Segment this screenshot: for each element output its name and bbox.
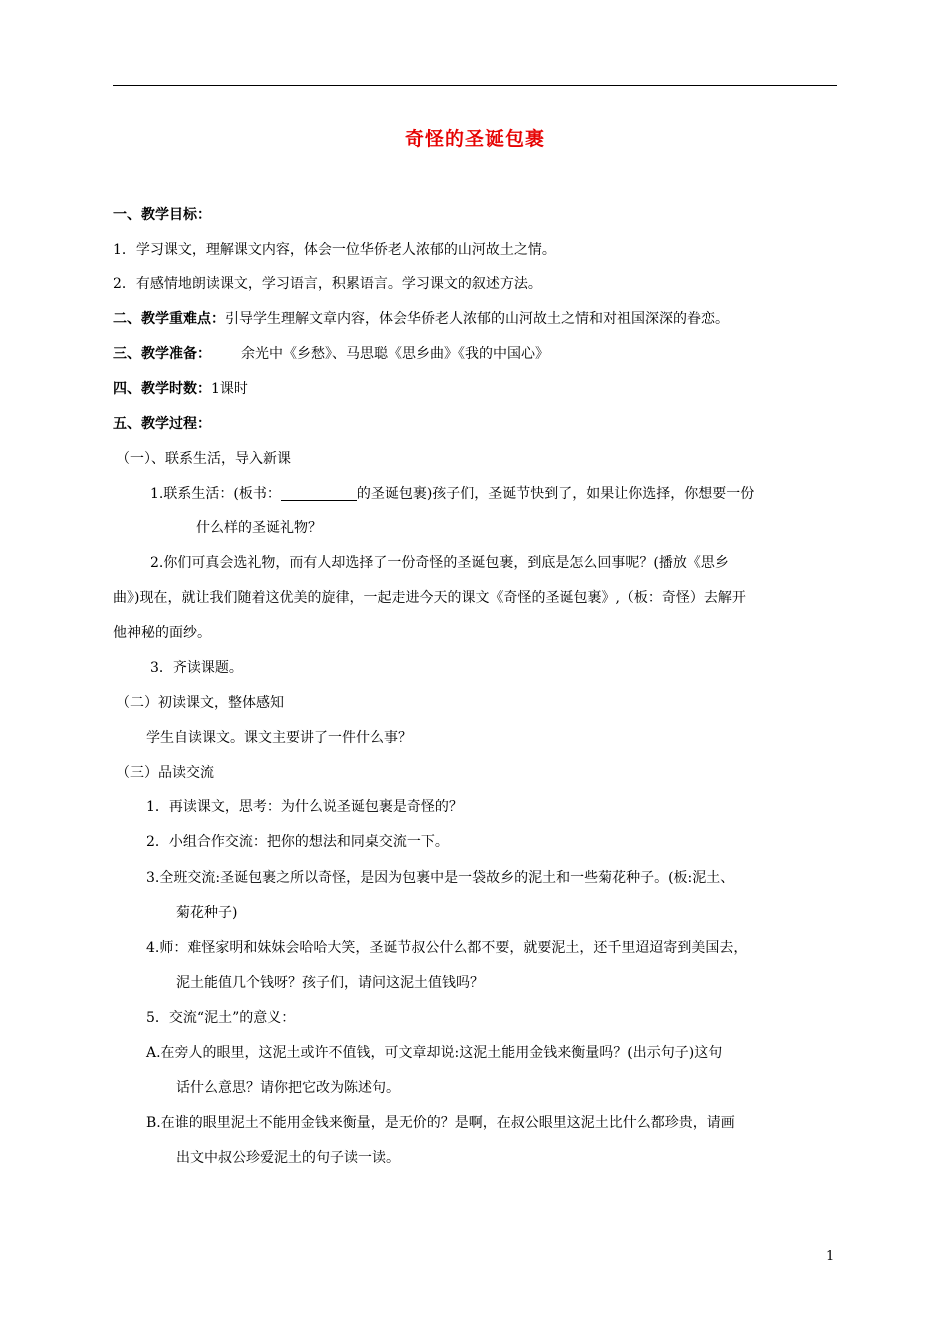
sub-step-2: 2．小组合作交流：把你的想法和同桌交流一下。 [146,834,449,850]
preparation-line [113,344,549,364]
sub-step-4-line-1: 4.师：难怪家明和妹妹会哈哈大笑，圣诞节叔公什么都不要，就要泥土，还千里迢迢寄到美国去， [146,940,748,956]
key-points-line [113,309,729,329]
sub-step-3-line-2: 菊花种子) [176,905,238,921]
section-2-text: 学生自读课文。课文主要讲了一件什么事？ [146,730,412,746]
section-2-heading: （二）初读课文，整体感知 [116,695,284,711]
duration-text: 1课时 [211,381,248,397]
heading-preparation: 三、教学准备： [113,346,211,362]
step-1-cont: 什么样的圣诞礼物？ [196,520,322,536]
section-1-heading: （一）、联系生活，导入新课 [116,451,291,467]
point-b-line-1: B.在谁的眼里泥土不能用金钱来衡量，是无价的？是啊，在叔公眼里这泥土比什么都珍贵，请画 [146,1115,735,1131]
duration-line [113,379,248,399]
point-b-line-2: 出文中叔公珍爱泥土的句子读一读。 [176,1150,400,1166]
page-number: 1 [826,1249,835,1264]
point-a-line-1: A.在旁人的眼里，这泥土或许不值钱，可文章却说:这泥土能用金钱来衡量吗？(出示句子)这句 [146,1045,723,1061]
step-1-part-a: 1.联系生活：(板书： [150,486,281,502]
step-1-part-b: 的圣诞包裹)孩子们，圣诞节快到了，如果让你选择，你想要一份 [356,486,755,502]
header-rule [113,85,837,86]
heading-duration: 四、教学时数： [113,381,211,397]
objective-2: 2．有感情地朗读课文，学习语言，积累语言。学习课文的叙述方法。 [113,276,542,292]
step-3: 3．齐读课题。 [150,660,243,676]
key-points-text: 引导学生理解文章内容，体会华侨老人浓郁的山河故土之情和对祖国深深的眷恋。 [225,311,729,327]
step-1-line [150,484,754,504]
sub-step-3-line-1: 3.全班交流:圣诞包裹之所以奇怪，是因为包裹中是一袋故乡的泥土和一些菊花种子。(板:泥土、 [146,870,735,886]
step-2-line-1: 2.你们可真会选礼物，而有人却选择了一份奇怪的圣诞包裹，到底是怎么回事呢？(播放《思乡 [150,555,729,571]
fill-blank [281,486,357,501]
step-2-line-2: 曲》)现在，就让我们随着这优美的旋律，一起走进今天的课文《奇怪的圣诞包裹》,（板：奇怪）去解开 [113,590,746,606]
sub-step-5: 5．交流“泥土”的意义： [146,1010,296,1026]
page-title: 奇怪的圣诞包裹 [404,128,545,150]
sub-step-4-line-2: 泥土能值几个钱呀？孩子们，请问这泥土值钱吗？ [176,975,484,991]
heading-key-points: 二、教学重难点： [113,311,225,327]
preparation-text: 余光中《乡愁》、马思聪《思乡曲》《我的中国心》 [241,346,549,362]
section-3-heading: （三）品读交流 [116,765,214,781]
sub-step-1: 1．再读课文，思考：为什么说圣诞包裹是奇怪的？ [146,799,463,815]
heading-process: 五、教学过程： [113,416,211,432]
objective-1: 1．学习课文，理解课文内容，体会一位华侨老人浓郁的山河故土之情。 [113,242,556,258]
heading-objectives: 一、教学目标： [113,207,211,223]
point-a-line-2: 话什么意思？请你把它改为陈述句。 [176,1080,400,1096]
step-2-line-3: 他神秘的面纱。 [113,625,211,641]
